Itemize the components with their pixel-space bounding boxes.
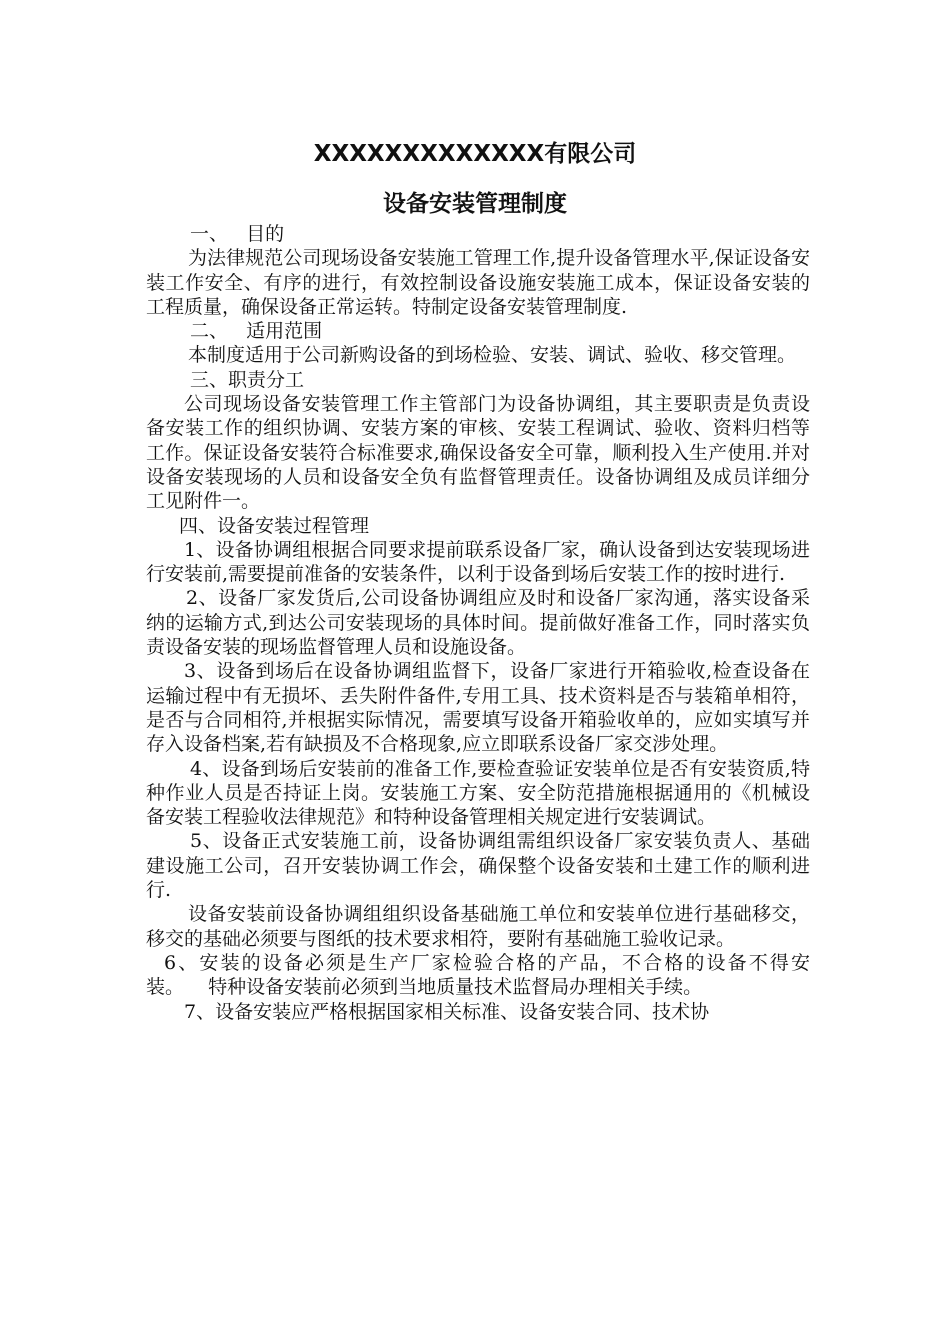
paragraph-item-2: 2、设备厂家发货后,公司设备协调组应及时和设备厂家沟通，落实设备采纳的运输方式,到达公司安装现场的具体时间。提前做好准备工作，同时落实负责设备安装的现场监督管理人员和设施设备。 — [146, 587, 810, 659]
paragraph-scope: 本制度适用于公司新购设备的到场检验、安装、调试、验收、移交管理。 — [188, 344, 797, 367]
paragraph-item-1: 1、设备协调组根据合同要求提前联系设备厂家，确认设备到达安装现场进行安装前,需要提前准备的安装条件，以利于设备到场后安装工作的按时进行. — [146, 538, 810, 586]
document-title: 设备安装管理制度 — [383, 191, 567, 217]
paragraph-responsibilities: 公司现场设备安装管理工作主管部门为设备协调组，其主要职责是负责设备安装工作的组织协调、安装方案的审核、安装工程调试、验收、资料归档等工作。保证设备安装符合标准要求,确保设备安全可靠，顺利投入生产使用.并对设备安装现场的人员和设备安全负有监督管理责任。设备协调组及成员详细分工见附件一。 — [146, 393, 810, 513]
paragraph-item-5: 5、设备正式安装施工前，设备协调组需组织设备厂家安装负责人、基础建设施工公司，召开安装协调工作会，确保整个设备安装和土建工作的顺利进行. — [146, 830, 810, 902]
paragraph-foundation-handover: 设备安装前设备协调组组织设备基础施工单位和安装单位进行基础移交，移交的基础必须要与图纸的技术要求相符，要附有基础施工验收记录。 — [146, 903, 810, 950]
section-heading-scope: 二、 适用范围 — [190, 320, 323, 343]
section-heading-responsibilities: 三、职责分工 — [190, 368, 305, 391]
paragraph-item-6: 6、安装的设备必须是生产厂家检验合格的产品，不合格的设备不得安装。 特种设备安装前必须到当地质量技术监督局办理相关手续。 — [146, 951, 810, 999]
section-heading-purpose: 一、 目的 — [190, 223, 285, 245]
company-name: XXXXXXXXXXXXX有限公司 — [313, 141, 637, 167]
document-body — [146, 222, 810, 1024]
paragraph-item-3: 3、设备到场后在设备协调组监督下，设备厂家进行开箱验收,检查设备在运输过程中有无损坏、丢失附件备件,专用工具、技术资料是否与装箱单相符，是否与合同相符,并根据实际情况，需要填写设备开箱验收单的，应如实填写并存入设备档案,若有缺损及不合格现象,应立即联系设备厂家交涉处理。 — [146, 660, 810, 756]
paragraph-item-4: 4、设备到场后安装前的准备工作,要检查验证安装单位是否有安装资质,特种作业人员是否持证上岗。安装施工方案、安全防范措施根据通用的《机械设备安装工程验收法律规范》和特种设备管理相关规定进行安装调试。 — [146, 757, 810, 829]
section-heading-process: 四、设备安装过程管理 — [179, 514, 370, 537]
paragraph-purpose: 为法律规范公司现场设备安装施工管理工作,提升设备管理水平,保证设备安装工作安全、有序的进行，有效控制设备设施安装施工成本，保证设备安装的工程质量，确保设备正常运转。特制定设备安装管理制度. — [146, 247, 810, 318]
paragraph-item-7: 7、设备安装应严格根据国家相关标准、设备安装合同、技术协 — [184, 1000, 710, 1023]
